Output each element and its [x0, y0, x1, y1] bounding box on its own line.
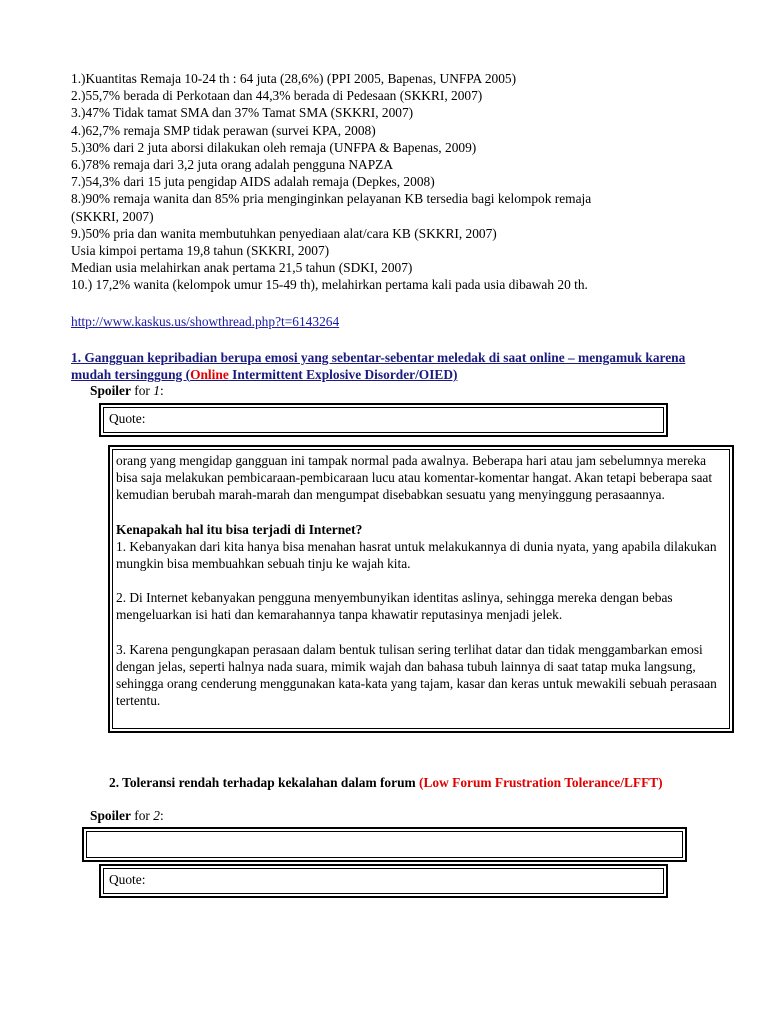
stat-line: 2.)55,7% berada di Perkotaan dan 44,3% berada di Pedesaan (SKKRI, 2007): [71, 88, 483, 104]
section2-heading: [109, 774, 669, 791]
quote-point-2: 2. Di Internet kebanyakan pengguna menyembunyikan identitas aslinya, sehingga mereka dengan bebas mengeluarkan isi hati dan kemarahannya tanpa khawatir reputasinya menjadi jelek.: [116, 590, 673, 623]
quote-point-3: 3. Karena pengungkapan perasaan dalam bentuk tulisan sering terlihat datar dan tidak menggambarkan emosi dengan jelas, seperti halnya nada suara, mimik wajah dan bahasa tubuh lainnya di saat tatap muka langsung, sehingga orang cenderung menggunakan kata-kata yang tajam, kasar dan keras untuk mewakili sebuah perasaan tertentu.: [116, 641, 717, 709]
section2-heading-text: 2. Toleransi rendah terhadap kekalahan dalam forum: [109, 775, 420, 790]
spoiler-1-quote-box[interactable]: [99, 403, 668, 437]
quote-content-box: [108, 445, 734, 733]
spoiler-number: 2: [153, 808, 160, 823]
section1-heading-text: 1. Gangguan kepribadian berupa emosi yang sebentar-sebentar meledak di saat online – mengamuk karena mudah tersinggung (: [71, 350, 686, 382]
stat-line: 1.)Kuantitas Remaja 10-24 th : 64 juta (28,6%) (PPI 2005, Bapenas, UNFPA 2005): [71, 71, 517, 86]
quote-label: Quote:: [109, 872, 146, 887]
stat-line: 4.)62,7% remaja SMP tidak perawan (survei KPA, 2008): [71, 122, 376, 138]
stat-line: Median usia melahirkan anak pertama 21,5 tahun (SDKI, 2007): [71, 260, 413, 276]
spoiler-1: Spoiler for 1:: [90, 383, 164, 398]
spoiler-2-button-box[interactable]: [82, 827, 687, 862]
section2-heading-highlight: (Low Forum Frustration Tolerance/LFFT): [419, 775, 663, 790]
section1-heading-highlight: Online: [190, 367, 229, 382]
stat-line: (SKKRI, 2007): [71, 208, 154, 224]
spoiler-number: 1: [153, 383, 160, 398]
quote-intro: orang yang mengidap gangguan ini tampak normal pada awalnya. Beberapa hari atau jam sebelumnya mereka bisa saja melakukan pembicaraan-pembicaraan lucu atau komentar-komentar hangat. Akan tetapi beberapa saat kemudian berubah marah-marah dan mengumpat disebabkan sesuatu yang menyinggung perasaannya.: [116, 453, 713, 503]
source-link[interactable]: http://www.kaskus.us/showthread.php?t=6143264: [71, 314, 340, 329]
stat-line: Usia kimpoi pertama 19,8 tahun (SKKRI, 2007): [71, 243, 330, 259]
stat-line: 7.)54,3% dari 15 juta pengidap AIDS adalah remaja (Depkes, 2008): [71, 174, 435, 190]
spoiler-2-quote-box[interactable]: [99, 864, 668, 898]
stat-line: 9.)50% pria dan wanita membutuhkan penyediaan alat/cara KB (SKKRI, 2007): [71, 225, 497, 241]
quote-point-1: 1. Kebanyakan dari kita hanya bisa menahan hasrat untuk melakukannya di dunia nyata, yang apabila dilakukan mungkin bisa membuahkan sebuah tinju ke wajah kita.: [116, 538, 717, 572]
stat-line: 6.)78% remaja dari 3,2 juta orang adalah pengguna NAPZA: [71, 157, 394, 173]
stat-line: 5.)30% dari 2 juta aborsi dilakukan oleh remaja (UNFPA & Bapenas, 2009): [71, 139, 477, 155]
spoiler-2: Spoiler for 2:: [90, 808, 164, 823]
stat-line: 10.) 17,2% wanita (kelompok umur 15-49 th), melahirkan pertama kali pada usia dibawah 20 th.: [71, 277, 588, 293]
stat-line: 3.)47% Tidak tamat SMA dan 37% Tamat SMA (SKKRI, 2007): [71, 105, 414, 121]
spoiler-label: Spoiler: [90, 383, 131, 398]
quote-label: Quote:: [109, 411, 146, 426]
section1-heading-tail: Intermittent Explosive Disorder/OIED): [228, 367, 458, 382]
statistics-list: [71, 70, 741, 294]
section1-heading[interactable]: [71, 349, 711, 383]
stat-line: 8.)90% remaja wanita dan 85% pria menginginkan pelayanan KB tersedia bagi kelompok remaja: [71, 191, 592, 207]
quote-question: Kenapakah hal itu bisa terjadi di Internet?: [116, 521, 363, 537]
quote-content: [116, 452, 728, 726]
spoiler-label: Spoiler: [90, 808, 131, 823]
